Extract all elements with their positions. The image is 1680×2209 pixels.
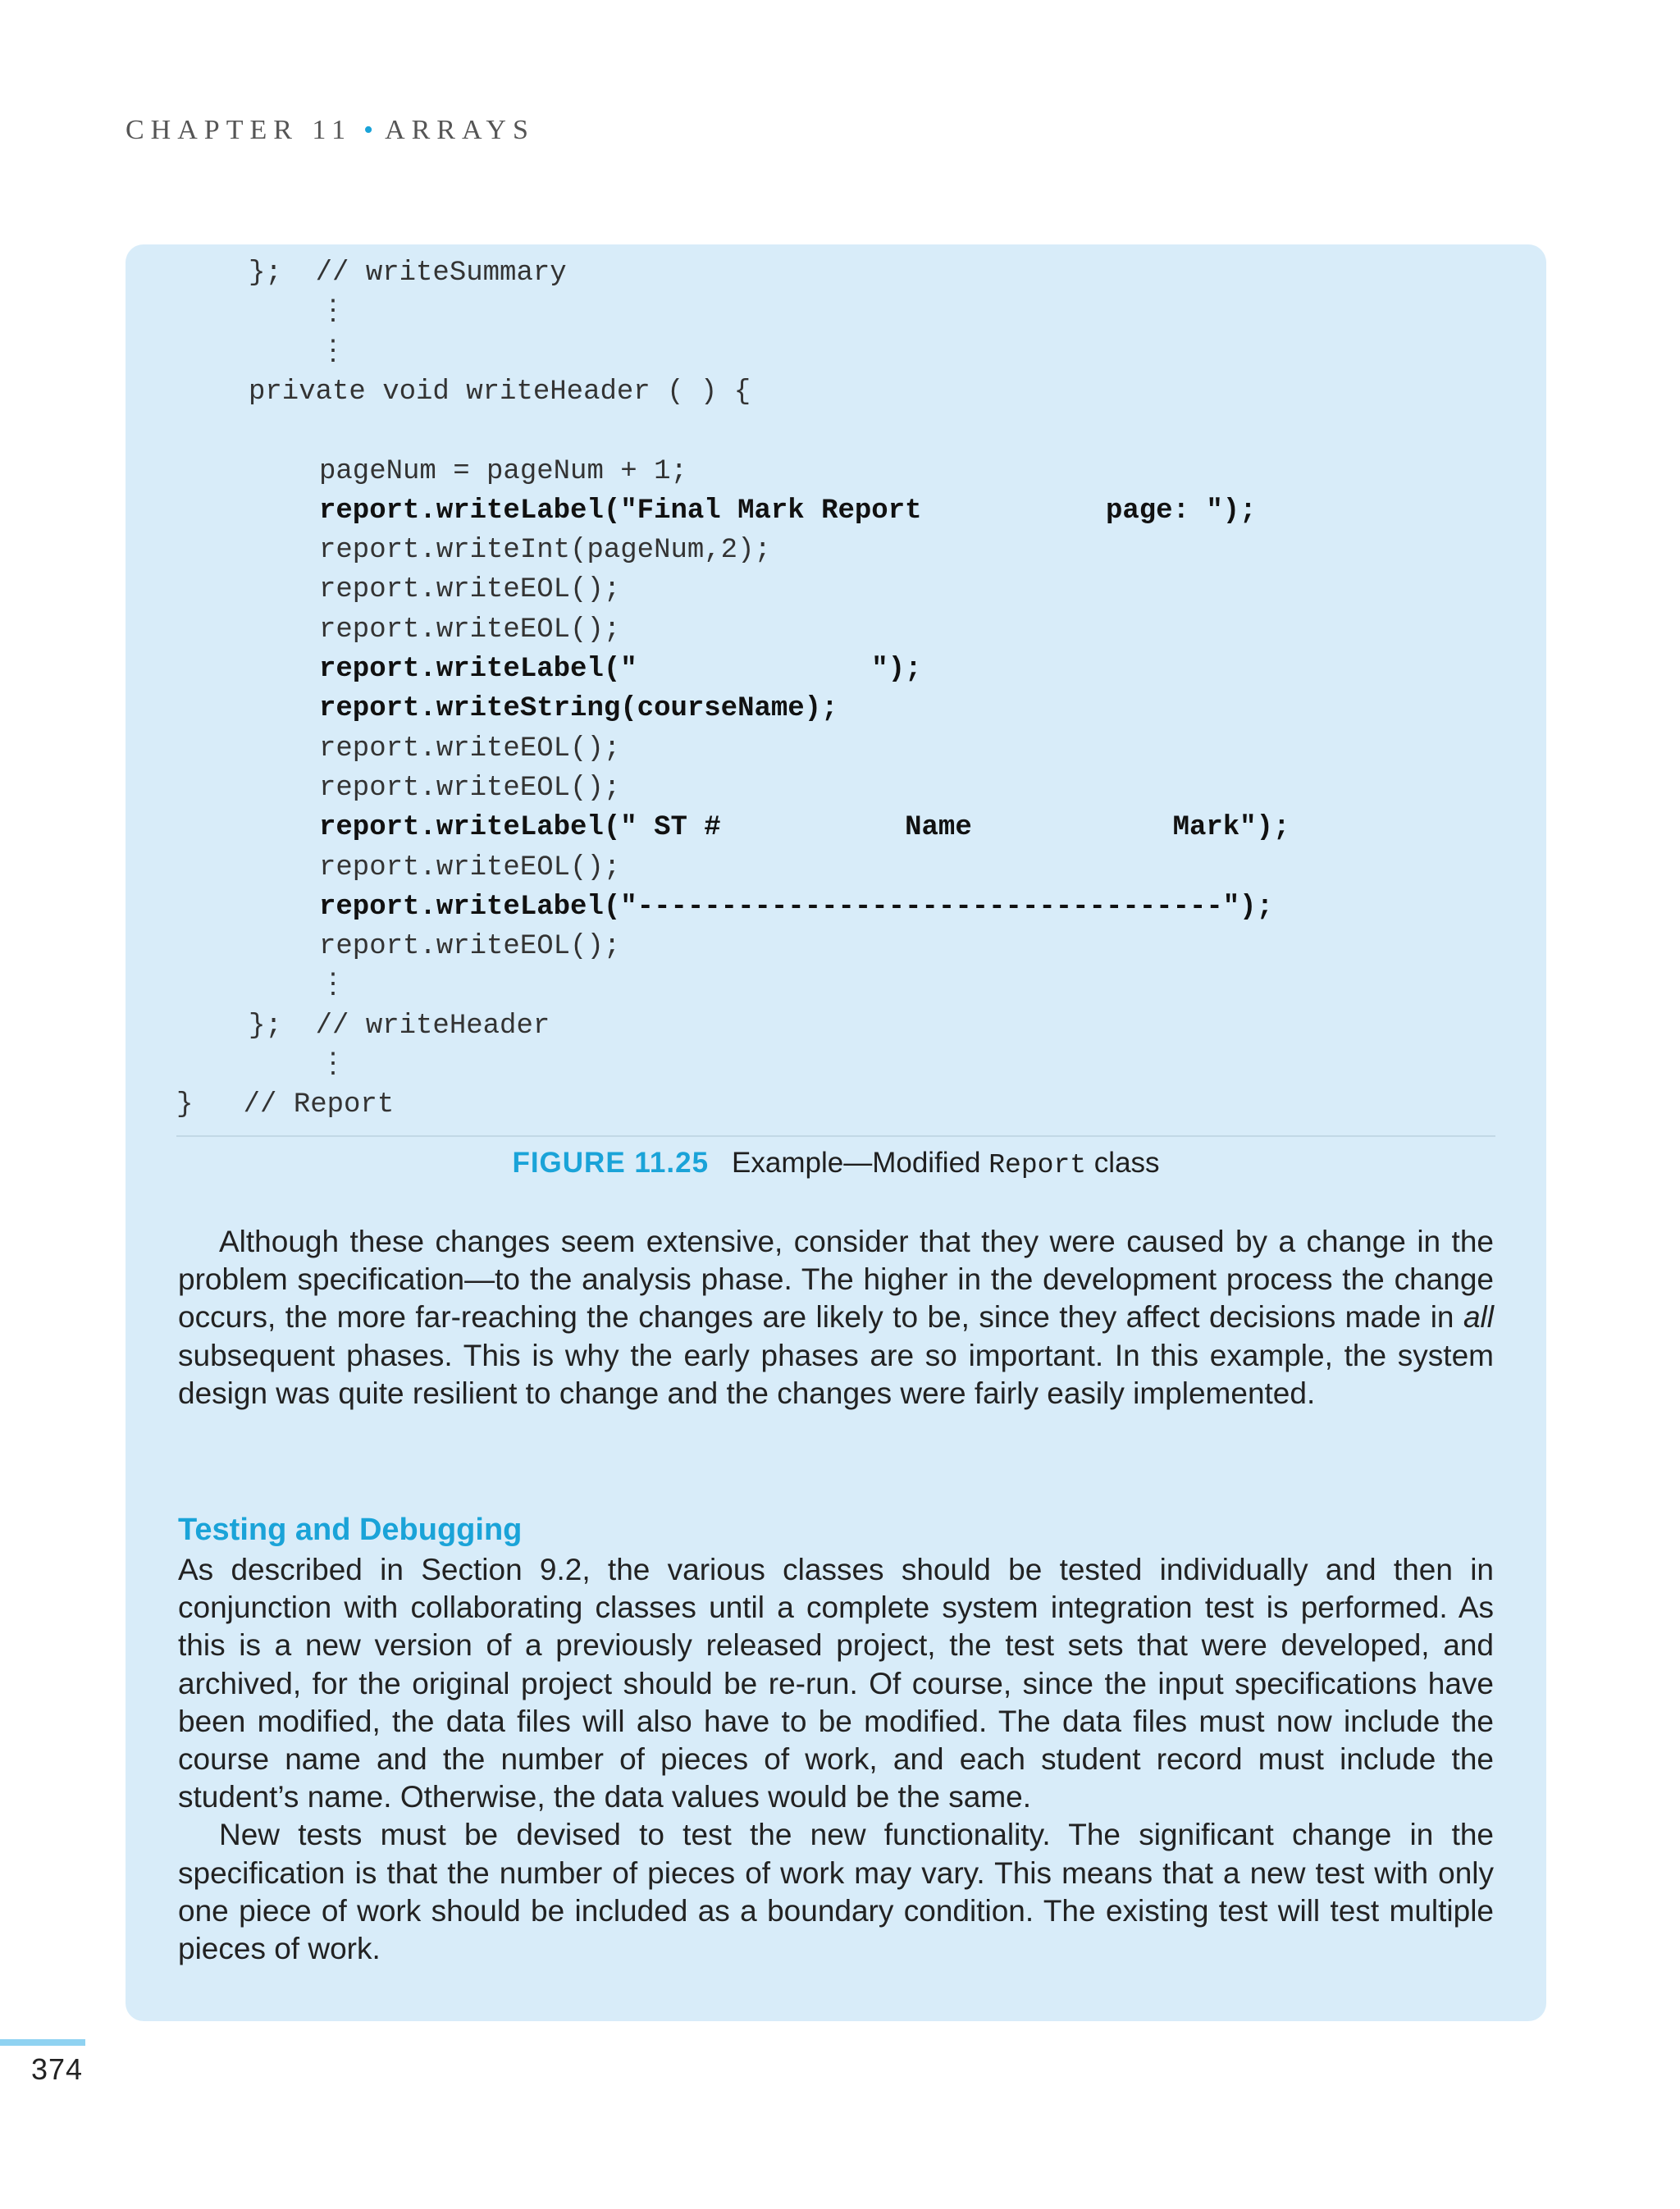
caption-code: Report: [988, 1150, 1087, 1180]
code-line: report.writeEOL();: [319, 733, 621, 764]
code-line: ⋮: [319, 970, 347, 1002]
code-line: report.writeEOL();: [319, 851, 621, 883]
code-line: report.writeLabel("Final Mark Report page: ");: [319, 495, 1257, 527]
code-line: pageNum = pageNum + 1;: [319, 455, 687, 487]
chapter-label: CHAPTER 11: [126, 115, 353, 145]
code-line: report.writeLabel(" ");: [319, 654, 922, 685]
para1-italic: all: [1463, 1300, 1494, 1335]
page-number: 374: [31, 2052, 84, 2086]
para1-text-a: Although these changes seem extensive, consider that they were caused by a change in the problem specification—to the analysis phase. The higher in the development process the change occurs, the more far-reaching the changes are likely to be, since they affect decisions made in: [178, 1225, 1494, 1335]
code-line: ⋮: [319, 1050, 347, 1081]
header-bullet: •: [363, 115, 374, 145]
figure-caption: [126, 1147, 1546, 1180]
code-line: report.writeEOL();: [319, 931, 621, 963]
code-line: private void writeHeader ( ) {: [249, 376, 751, 408]
chapter-title: ARRAYS: [385, 115, 535, 145]
code-line: }; // writeSummary: [249, 258, 567, 289]
code-line: report.writeEOL();: [319, 772, 621, 804]
code-line: report.writeEOL();: [319, 614, 621, 646]
body-paragraph-1: [178, 1223, 1494, 1413]
code-line: report.writeInt(pageNum,2);: [319, 535, 771, 567]
figure-label: FIGURE 11.25: [512, 1147, 710, 1179]
code-line: }; // writeHeader: [249, 1010, 550, 1042]
code-line: report.writeString(courseName);: [319, 693, 838, 725]
code-line: ⋮: [319, 297, 347, 329]
page-number-tab: [0, 2039, 85, 2046]
code-line: report.writeLabel(" ST # Name Mark");: [319, 812, 1290, 844]
caption-text-post: class: [1086, 1147, 1160, 1179]
code-line: } // Report: [176, 1089, 395, 1121]
code-line: ⋮: [319, 336, 347, 368]
section-paragraph-1: As described in Section 9.2, the various classes should be tested individually and then in conjunction with collaborating classes until a complete system integration test is performed. As this is a new version of a previously released project, the test sets that were developed, and archived, for the original project should be re-run. Of course, since the input specifications have been modified, the data files will also have to be modified. The data files must now include the course name and the number of pieces of work, and each student record must include the student’s name. Otherwise, the data values would be the same.: [178, 1553, 1494, 1814]
figure-divider: [176, 1135, 1495, 1137]
caption-text-pre: Example—Modified: [732, 1147, 989, 1179]
section-paragraph-2: New tests must be devised to test the new functionality. The significant change in the specification is that the number of pieces of work may vary. This means that a new test with only one piece of work should be included as a boundary condition. The existing test will test multiple pieces of work.: [178, 1818, 1494, 1966]
para1-text-b: subsequent phases. This is why the early phases are so important. In this example, the system design was quite resilient to change and the changes were fairly easily implemented.: [178, 1338, 1494, 1410]
running-header: [126, 115, 535, 146]
code-line: report.writeEOL();: [319, 574, 621, 606]
code-line: report.writeLabel("-----------------------------------");: [319, 891, 1273, 923]
section-body: [178, 1551, 1494, 1968]
section-heading: Testing and Debugging: [178, 1513, 523, 1547]
content-panel: [126, 244, 1546, 2021]
